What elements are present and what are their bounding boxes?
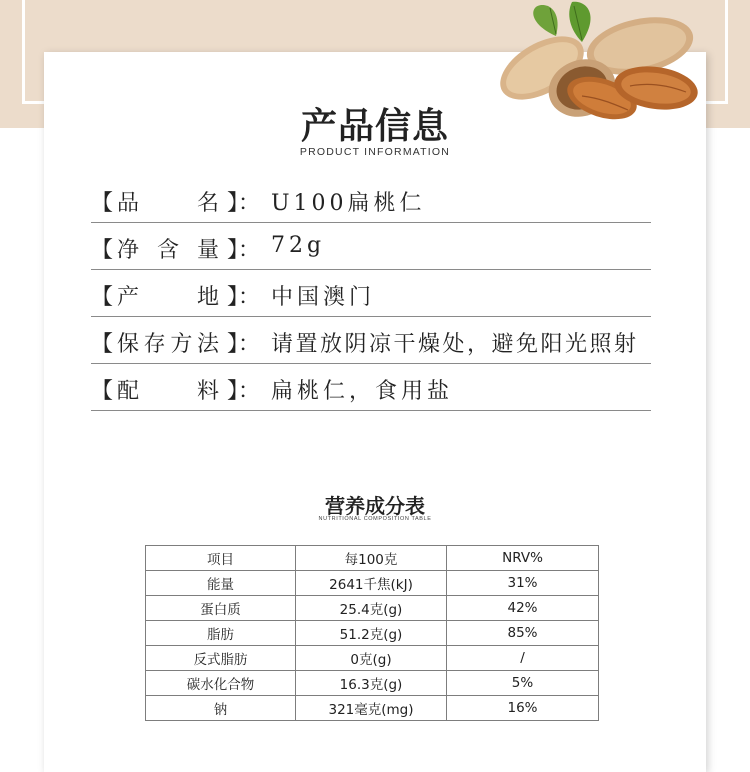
cell-amount: 0克(g) bbox=[296, 646, 447, 671]
info-row-name bbox=[91, 178, 651, 223]
page-subtitle: PRODUCT INFORMATION bbox=[299, 146, 451, 158]
cell-item: 蛋白质 bbox=[146, 596, 296, 621]
bracket-close: 】： bbox=[227, 238, 261, 263]
table-row bbox=[146, 571, 599, 596]
bracket-open: 【 bbox=[91, 379, 114, 404]
cell-item: 反式脂肪 bbox=[146, 646, 296, 671]
cell-nrv: 16% bbox=[447, 696, 599, 721]
bracket-open: 【 bbox=[91, 238, 114, 263]
bracket-open: 【 bbox=[91, 191, 114, 216]
info-label: 产 地 bbox=[117, 285, 219, 310]
header-per100g: 每100克 bbox=[296, 546, 447, 571]
table-header-row bbox=[146, 546, 599, 571]
bracket-close: 】： bbox=[227, 285, 261, 310]
cell-nrv: 85% bbox=[447, 621, 599, 646]
cell-nrv: / bbox=[447, 646, 599, 671]
nutrition-title: 营养成分表 bbox=[325, 494, 425, 518]
info-value: 扁桃仁，食用盐 bbox=[271, 379, 454, 404]
info-value: 请置放阴凉干燥处，避免阳光照射 bbox=[271, 332, 639, 357]
info-row-ingredients bbox=[91, 366, 651, 411]
info-row-weight bbox=[91, 225, 651, 270]
info-row-storage bbox=[91, 319, 651, 364]
cell-item: 脂肪 bbox=[146, 621, 296, 646]
cell-amount: 321毫克(mg) bbox=[296, 696, 447, 721]
info-value: 中国澳门 bbox=[271, 285, 376, 310]
info-label: 净 含 量 bbox=[117, 238, 219, 263]
cell-nrv: 31% bbox=[447, 571, 599, 596]
cell-amount: 16.3克(g) bbox=[296, 671, 447, 696]
info-label: 品 名 bbox=[117, 191, 219, 216]
cell-nrv: 42% bbox=[447, 596, 599, 621]
page-title: 产品信息 bbox=[300, 106, 449, 147]
bracket-close: 】： bbox=[227, 379, 261, 404]
bracket-open: 【 bbox=[91, 285, 114, 310]
table-row bbox=[146, 671, 599, 696]
cell-amount: 2641千焦(kJ) bbox=[296, 571, 447, 596]
nutrition-subtitle: NUTRITIONAL COMPOSITION TABLE bbox=[318, 516, 432, 522]
info-label: 保 存 方 法 bbox=[117, 332, 219, 357]
info-value: 72g bbox=[271, 233, 326, 258]
cell-item: 能量 bbox=[146, 571, 296, 596]
header-nrv: NRV% bbox=[447, 546, 599, 571]
cell-amount: 25.4克(g) bbox=[296, 596, 447, 621]
cell-item: 钠 bbox=[146, 696, 296, 721]
cell-item: 碳水化合物 bbox=[146, 671, 296, 696]
bracket-close: 】： bbox=[227, 191, 261, 216]
bracket-open: 【 bbox=[91, 332, 114, 357]
table-row bbox=[146, 646, 599, 671]
cell-amount: 51.2克(g) bbox=[296, 621, 447, 646]
info-row-origin bbox=[91, 272, 651, 317]
table-row bbox=[146, 621, 599, 646]
header-item: 项目 bbox=[146, 546, 296, 571]
table-row bbox=[146, 596, 599, 621]
bracket-close: 】： bbox=[227, 332, 261, 357]
nutrition-table bbox=[145, 545, 599, 721]
cell-nrv: 5% bbox=[447, 671, 599, 696]
table-row bbox=[146, 696, 599, 721]
info-value: U100扁桃仁 bbox=[271, 191, 426, 216]
info-label: 配 料 bbox=[117, 379, 219, 404]
